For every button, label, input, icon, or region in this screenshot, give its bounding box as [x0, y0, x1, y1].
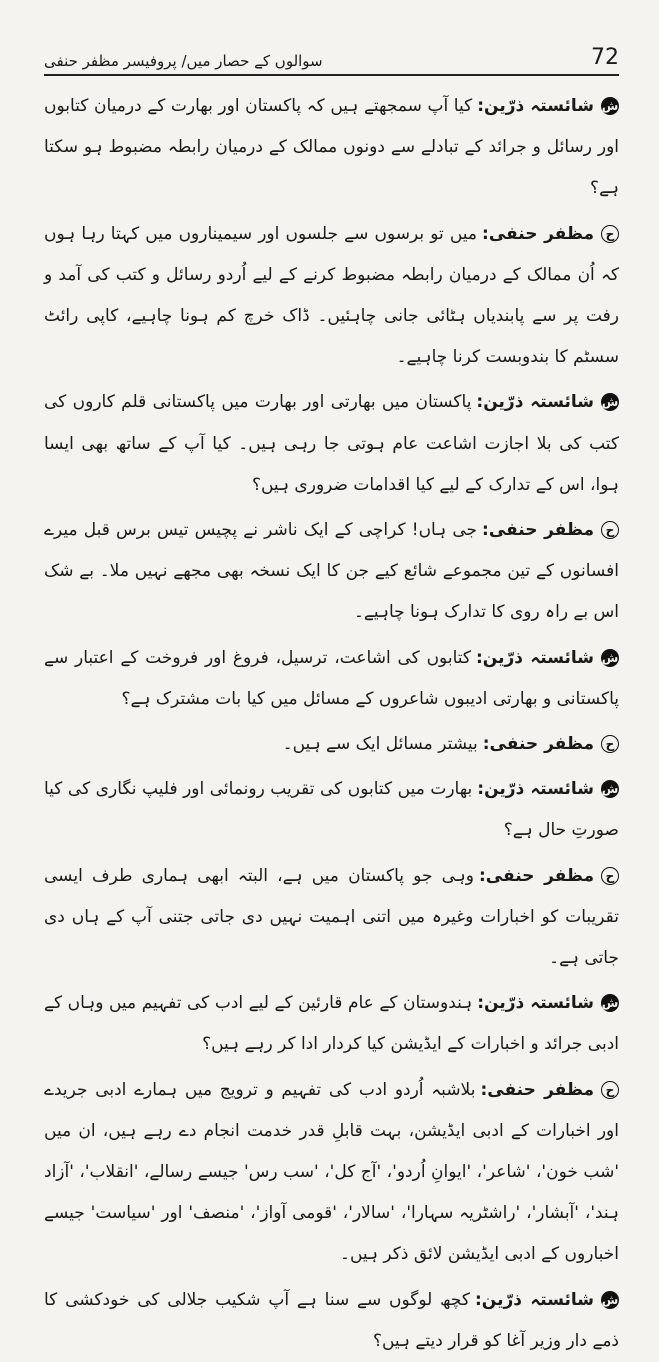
dialogue-text: ہندوستان کے عام قارئین کے لیے ادب کی تفہیم میں وہاں کے ادبی جرائد و اخبارات کے ایڈیشن کیا کردار ادا کر رہے ہیں؟: [44, 993, 619, 1055]
answer-paragraph: [44, 214, 619, 379]
question-marker-icon: ش: [601, 1292, 619, 1307]
page-header: [44, 34, 619, 76]
question-paragraph: [44, 983, 619, 1065]
running-title: سوالوں کے حصار میں/ پروفیسر مظفر حنفی: [44, 52, 323, 70]
question-marker-icon: ش: [601, 99, 619, 113]
question-marker-icon: ش: [601, 996, 619, 1011]
speaker-name: شائستہ ذرّین :: [471, 648, 594, 668]
speaker-name: مظفر حنفی :: [474, 866, 594, 886]
question-paragraph: [44, 769, 619, 851]
speaker-name: شائستہ ذرّین :: [471, 392, 594, 412]
answer-marker-icon: ح: [601, 1081, 619, 1099]
speaker-name: مظفر حنفی :: [475, 1080, 594, 1100]
dialogue-text: بھارت میں کتابوں کی تقریب رونمائی اور فلیپ نگاری کی کیا صورتِ حال ہے؟: [44, 779, 619, 841]
answer-paragraph: [44, 856, 619, 980]
answer-paragraph: [44, 724, 619, 765]
answer-paragraph: [44, 510, 619, 634]
question-paragraph: [44, 1280, 619, 1362]
speaker-name: شائستہ ذرّین :: [470, 1290, 594, 1310]
dialogue-text: کچھ لوگوں سے سنا ہے آپ شکیب جلالی کی خودکشی کا ذمے دار وزیر آغا کو قرار دیتے ہیں؟: [44, 1289, 619, 1351]
question-marker-icon: ش: [601, 650, 619, 665]
dialogue-text: پاکستان میں بھارتی اور بھارت میں پاکستانی قلم کاروں کی کتب کی بلا اجازت اشاعت عام ہوتی جا رہی ہیں۔ کیا آپ کے ساتھ بھی ایسا ہوا، اس کے تدارک کے لیے کیا اقدامات ضروری ہیں؟: [44, 392, 619, 495]
speaker-name: مظفر حنفی :: [478, 734, 594, 754]
answer-marker-icon: ح: [601, 225, 619, 243]
answer-marker-icon: ح: [601, 867, 619, 885]
speaker-name: مظفر حنفی :: [477, 224, 594, 244]
answer-paragraph: [44, 1070, 619, 1276]
speaker-name: مظفر حنفی :: [477, 520, 594, 540]
dialogue-text: وہی جو پاکستان میں ہے، البتہ ابھی ہماری طرف ایسی تقریبات کو اخبارات وغیرہ میں اتنی اہمیت نہیں دی جاتی جتنی آپ کے ہاں دی جاتی ہے۔: [44, 865, 619, 969]
question-paragraph: [44, 86, 619, 210]
answer-marker-icon: ح: [601, 521, 619, 539]
question-marker-icon: ش: [601, 395, 619, 410]
dialogue-text: کیا آپ سمجھتے ہیں کہ پاکستان اور بھارت کے درمیان کتابوں اور رسائل و جرائد کے تبادلے سے دونوں ممالک کے درمیان رابطہ مضبوط ہو سکتا ہے؟: [44, 96, 619, 199]
speaker-name: شائستہ ذرّین :: [472, 96, 594, 116]
dialogue-text: بلاشبہ اُردو ادب کی تفہیم و ترویج میں ہمارے ادبی جریدے اور اخبارات کے ادبی ایڈیشن، بہت قابلِ قدر خدمت انجام دے رہے ہیں، ان میں 'شب خون'، 'شاعر'، 'ایوانِ اُردو'، 'آج کل'، 'سب رس' جیسے رسالے، 'انقلاب'، 'آزاد ہند'، 'آبشار'، 'راشٹریہ سہارا'، 'سالار'، 'قومی آواز'، 'منصف' اور 'سیاست' جیسے اخباروں کے ادبی ایڈیشن لائق ذکر ہیں۔: [44, 1079, 619, 1265]
dialogue-text: کتابوں کی اشاعت، ترسیل، فروغ اور فروخت کے اعتبار سے پاکستانی و بھارتی ادیبوں شاعروں کے مسائل میں کیا بات مشترک ہے؟: [44, 647, 619, 709]
interview-body: [44, 86, 619, 1362]
question-paragraph: [44, 638, 619, 720]
dialogue-text: میں تو برسوں سے جلسوں اور سیمیناروں میں کہتا رہا ہوں کہ اُن ممالک کے درمیان رابطہ مضبوط کرنے کے لیے اُردو رسائل و کتب کی آمد و رفت پر سے پابندیاں ہٹائی جانی چاہئیں۔ ڈاک خرچ کم ہونا چاہیے، کاپی رائٹ سسٹم کا بندوبست کرنا چاہیے۔: [44, 223, 619, 368]
speaker-name: شائستہ ذرّین :: [472, 993, 594, 1013]
answer-marker-icon: ح: [601, 735, 619, 753]
question-paragraph: [44, 382, 619, 506]
speaker-name: شائستہ ذرّین :: [472, 779, 594, 799]
question-marker-icon: ش: [601, 782, 619, 797]
page-number: 72: [591, 45, 619, 70]
dialogue-text: جی ہاں! کراچی کے ایک ناشر نے پچیس تیس برس قبل میرے افسانوں کے تین مجموعے شائع کیے جن کا ایک نسخہ بھی مجھے نہیں ملا۔ بے شک اس بے راہ روی کا تدارک ہونا چاہیے۔: [44, 520, 619, 623]
dialogue-text: بیشتر مسائل ایک سے ہیں۔: [282, 734, 478, 755]
